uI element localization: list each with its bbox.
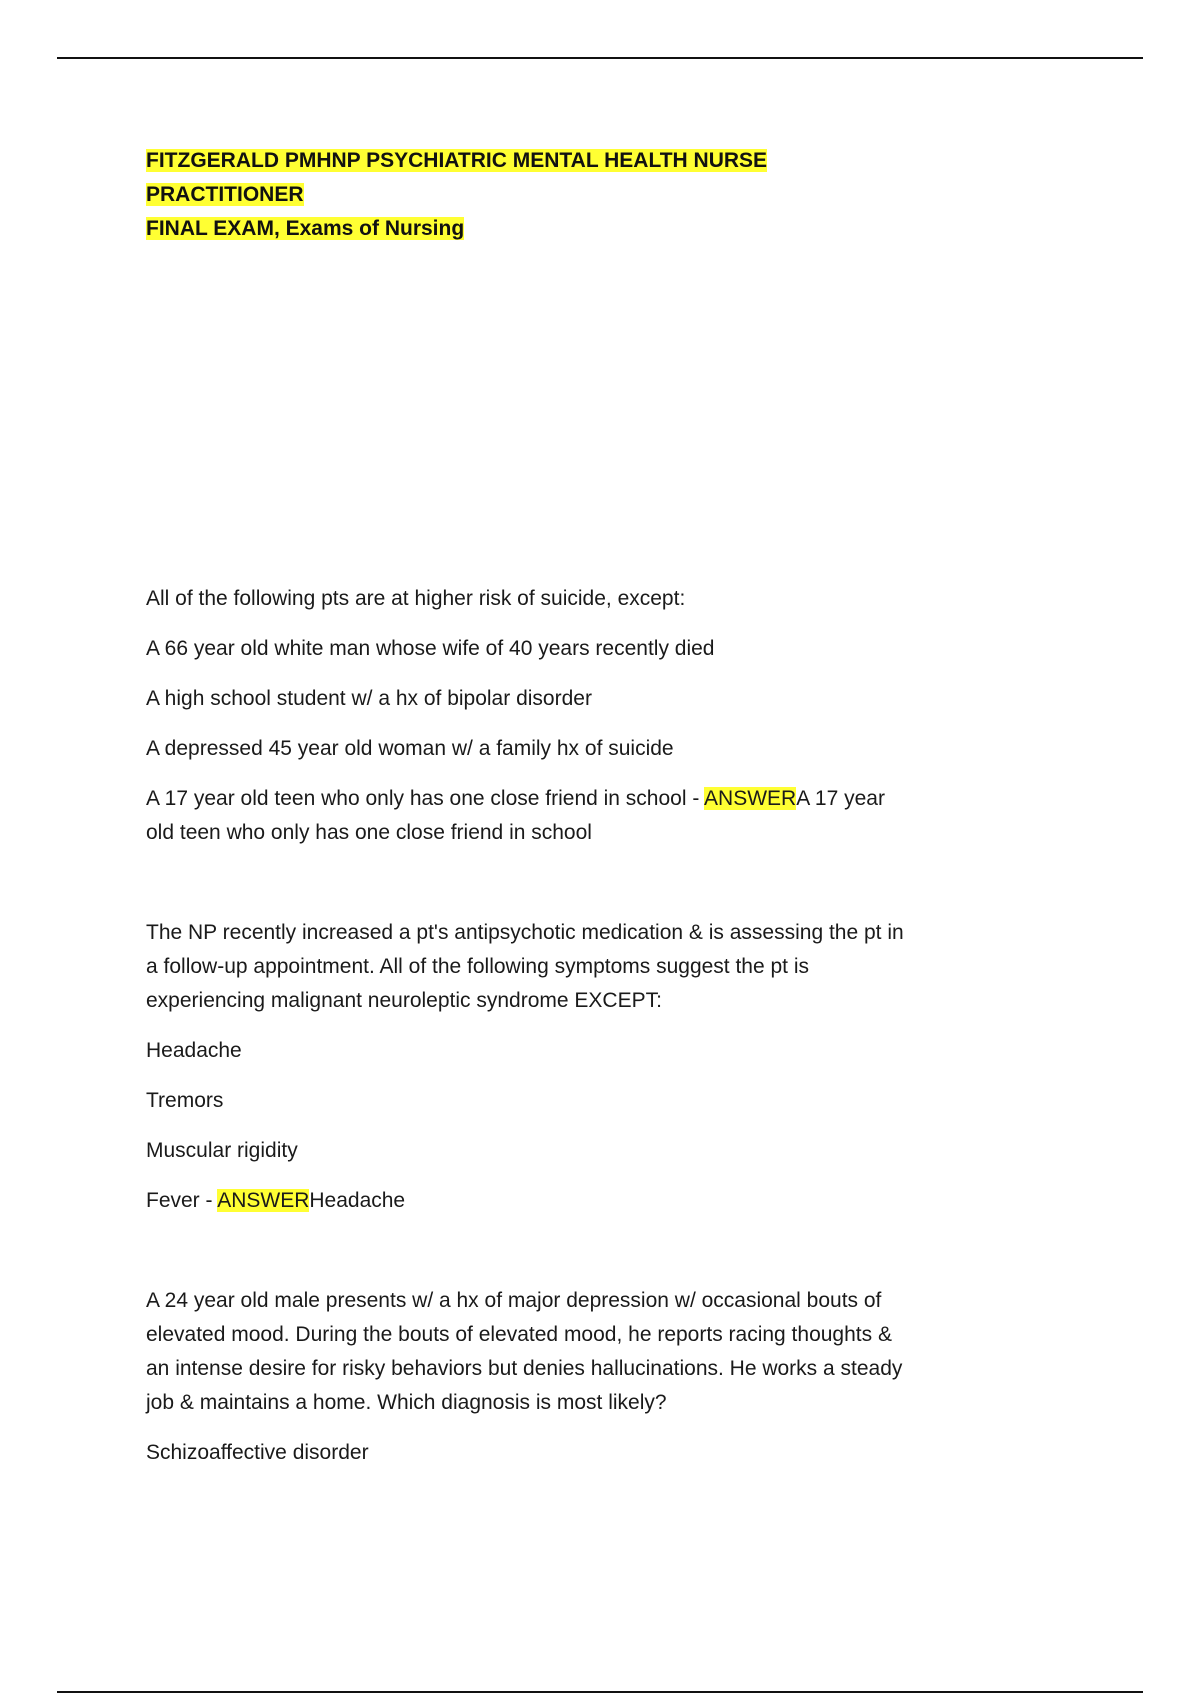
answer-text: Headache [309, 1189, 406, 1212]
answer-text: A 17 year old teen who only has one close friend in school [146, 787, 885, 844]
question-3 [146, 1284, 916, 1470]
answer-option-with-answer [146, 1184, 916, 1218]
answer-option: A depressed 45 year old woman w/ a family hx of suicide [146, 737, 674, 760]
answer-option: Muscular rigidity [146, 1139, 298, 1162]
answer-option: A high school student w/ a hx of bipolar disorder [146, 687, 592, 710]
answer-option: Tremors [146, 1089, 224, 1112]
answer-option: Schizoaffective disorder [146, 1441, 369, 1464]
document-page [146, 144, 916, 1486]
question-stem: All of the following pts are at higher risk of suicide, except: [146, 587, 686, 610]
title-line-2: FINAL EXAM, Exams of Nursing [146, 217, 465, 240]
question-1 [146, 582, 916, 850]
answer-option-text: Fever - [146, 1189, 218, 1212]
question-stem: A 24 year old male presents w/ a hx of major depression w/ occasional bouts of elevated mood. During the bouts of elevated mood, he reports racing thoughts & an intense desire for risky behaviors but denies hallucinations. He works a steady job & maintains a home. Which diagnosis is most likely? [146, 1289, 903, 1414]
answer-tag: ANSWER [217, 1189, 310, 1212]
header-rule [57, 57, 1143, 59]
answer-option-text: A 17 year old teen who only has one close friend in school - [146, 787, 705, 810]
title-line-1: FITZGERALD PMHNP PSYCHIATRIC MENTAL HEALTH NURSE PRACTITIONER [146, 149, 768, 206]
answer-option: A 66 year old white man whose wife of 40 years recently died [146, 637, 715, 660]
answer-option: Headache [146, 1039, 242, 1062]
question-2 [146, 916, 916, 1218]
question-stem: The NP recently increased a pt's antipsychotic medication & is assessing the pt in a follow-up appointment. All of the following symptoms suggest the pt is experiencing malignant neuroleptic syndrome EXCEPT: [146, 921, 904, 1012]
answer-option-with-answer [146, 782, 916, 850]
document-title [146, 144, 916, 246]
answer-tag: ANSWER [704, 787, 797, 810]
footer-rule [57, 1691, 1143, 1693]
